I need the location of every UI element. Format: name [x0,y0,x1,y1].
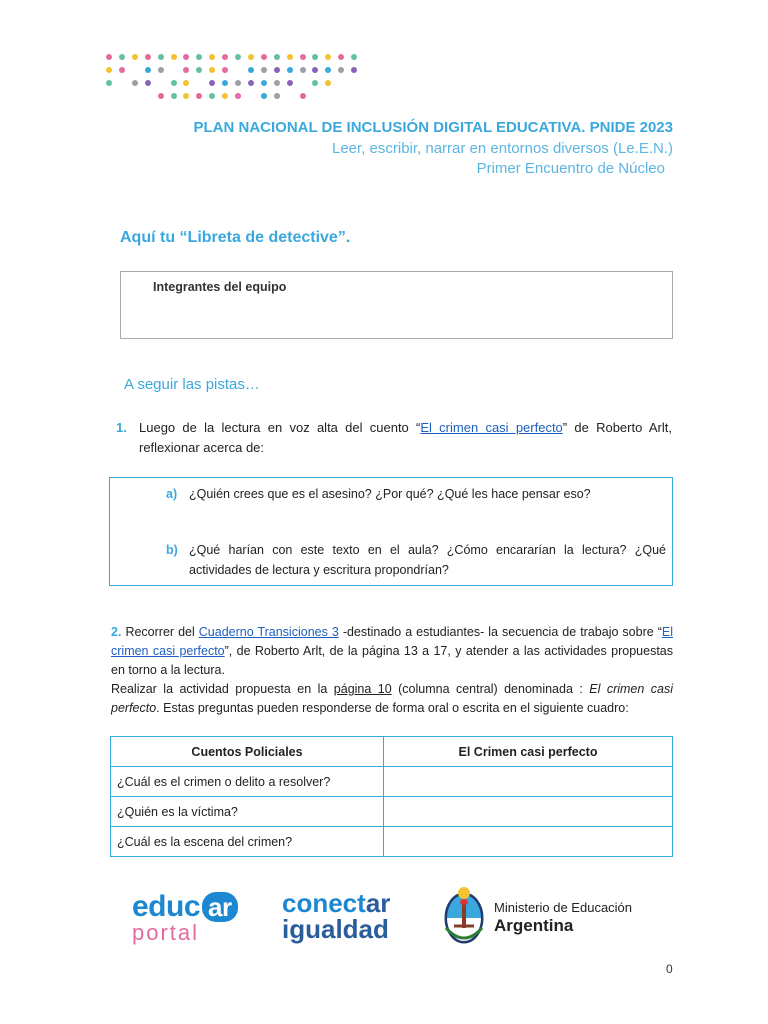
decorative-dot [196,67,202,73]
decorative-dot [158,54,164,60]
activity-2-text-3: ”, de Roberto Arlt, de la página 13 a 17, y atender a las actividades propuestas en torno a la lectura. [111,644,673,677]
activity-2-number: 2. [111,625,122,639]
question-1 [116,418,672,458]
decorative-dot [209,80,215,86]
table-header-row [111,737,673,767]
decorative-dot [145,67,151,73]
decorative-dot [248,80,254,86]
ministerio-logo-text [494,900,632,936]
decorative-dot [351,67,357,73]
decorative-dot [312,67,318,73]
decorative-dot [222,93,228,99]
decorative-dot [196,54,202,60]
decorative-dot [235,80,241,86]
crimen-casi-perfecto-link[interactable]: El crimen casi perfecto [420,420,563,435]
decorative-dot [248,54,254,60]
decorative-dot [106,67,112,73]
question-a-letter: a) [166,487,178,501]
decorative-dot [183,67,189,73]
decorative-dot [287,80,293,86]
team-members-box[interactable] [120,271,673,339]
decorative-dot [183,93,189,99]
table-cell-answer[interactable] [384,767,673,797]
decorative-dot [183,54,189,60]
educar-portal-logo [132,892,238,944]
table-cell-question: ¿Quién es la víctima? [111,797,384,827]
argentina-coat-of-arms-icon [442,884,486,946]
decorative-dot [300,67,306,73]
table-header-crimen: El Crimen casi perfecto [384,737,673,767]
table-row [111,767,673,797]
decorative-dot [209,93,215,99]
plan-subtitle-2: Primer Encuentro de Núcleo [476,160,665,177]
reflection-questions-box [109,477,673,586]
decorative-dot [261,54,267,60]
decorative-dot [119,67,125,73]
crimen-casi-perfecto-link-2[interactable]: El crimen casi perfecto [111,625,673,658]
decorative-dot [209,67,215,73]
activity-2-text-6: . Estas preguntas pueden responderse de forma oral o escrita en el siguiente cuadro: [156,701,629,715]
decorative-dot [145,54,151,60]
decorative-dot [222,80,228,86]
decorative-dot [248,67,254,73]
decorative-dot [338,54,344,60]
question-1-text-post: ” de Roberto Arlt, reflexionar acerca de: [139,420,672,455]
decorative-dot [235,93,241,99]
decorative-dot [106,54,112,60]
decorative-dot [106,80,112,86]
conectar-igualdad-logo [282,890,390,942]
table-cell-answer[interactable] [384,827,673,857]
decorative-dot [145,80,151,86]
pagina-10-ref: página 10 [333,682,392,696]
decorative-dot [261,93,267,99]
decorative-dot [300,54,306,60]
activity-2-text-1: Recorrer del [121,625,199,639]
decorative-dot [132,80,138,86]
portal-text: portal [132,920,200,945]
decorative-dot [351,54,357,60]
decorative-dot [119,54,125,60]
crime-table [110,736,673,857]
activity-2-text-5: (columna central) denominada : [391,682,590,696]
table-header-cuentos: Cuentos Policiales [111,737,384,767]
decorative-dot [312,54,318,60]
question-b [166,540,666,580]
decorative-dot [171,80,177,86]
decorative-dots-logo [106,54,366,104]
team-members-label: Integrantes del equipo [153,280,287,294]
question-1-number: 1. [116,420,127,435]
igualdad-text: igualdad [282,914,389,944]
decorative-dot [183,80,189,86]
decorative-dot [312,80,318,86]
footer-logos [0,880,768,950]
question-1-text-pre: Luego de la lectura en voz alta del cuento “ [139,420,421,435]
decorative-dot [300,93,306,99]
ministerio-line-2: Argentina [494,916,574,935]
decorative-dot [325,80,331,86]
educar-ar-badge: ar [202,892,238,922]
decorative-dot [158,67,164,73]
decorative-dot [222,54,228,60]
activity-2-text-2: -destinado a estudiantes- la secuencia de trabajo sobre “ [338,625,662,639]
question-a [166,484,666,504]
page-number: 0 [666,962,673,976]
table-cell-question: ¿Cuál es la escena del crimen? [111,827,384,857]
section-title-pistas: A seguir las pistas… [124,376,260,393]
plan-subtitle: Leer, escribir, narrar en entornos diversos (Le.E.N.) [332,140,673,157]
table-row [111,797,673,827]
decorative-dot [171,93,177,99]
activity-2-text-4: Realizar la actividad propuesta en la [111,682,334,696]
decorative-dot [261,80,267,86]
decorative-dot [338,67,344,73]
table-row [111,827,673,857]
decorative-dot [196,93,202,99]
decorative-dot [325,54,331,60]
page-header [194,118,674,179]
activity-2-paragraph [111,623,673,718]
decorative-dot [209,54,215,60]
decorative-dot [158,93,164,99]
question-b-letter: b) [166,543,178,557]
decorative-dot [274,54,280,60]
table-cell-question: ¿Cuál es el crimen o delito a resolver? [111,767,384,797]
decorative-dot [261,67,267,73]
decorative-dot [325,67,331,73]
decorative-dot [222,67,228,73]
question-b-text: ¿Qué harían con este texto en el aula? ¿Cómo encararían la lectura? ¿Qué actividades de lectura y escritura propondrían? [189,543,666,577]
conectar-text: conect [282,888,366,918]
libreta-title: Aquí tu “Libreta de detective”. [120,229,351,246]
decorative-dot [274,80,280,86]
decorative-dot [171,54,177,60]
ministerio-line-1: Ministerio de Educación [494,900,633,915]
activity-title-italic: El crimen casi perfecto [111,682,673,715]
conectar-ar-text: ar [365,888,391,918]
cuaderno-transiciones-link[interactable]: Cuaderno Transiciones 3 [198,625,339,639]
question-a-text: ¿Quién crees que es el asesino? ¿Por qué? ¿Qué les hace pensar eso? [189,487,591,501]
decorative-dot [235,54,241,60]
decorative-dot [287,54,293,60]
table-cell-answer[interactable] [384,797,673,827]
decorative-dot [132,54,138,60]
decorative-dot [287,67,293,73]
decorative-dot [274,67,280,73]
educar-text: educ [132,890,201,923]
plan-title: PLAN NACIONAL DE INCLUSIÓN DIGITAL EDUCATIVA. PNIDE 2023 [193,119,673,136]
decorative-dot [274,93,280,99]
